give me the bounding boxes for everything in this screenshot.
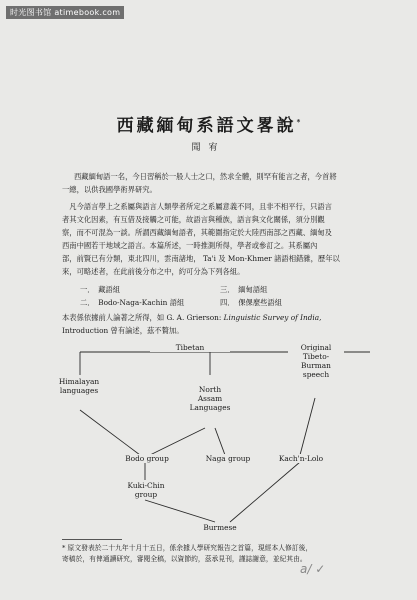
node-line: speech bbox=[302, 370, 330, 379]
group-item: 四． 倮倮麼些語組 bbox=[220, 298, 283, 307]
node-burmese: Burmese bbox=[203, 523, 237, 532]
paragraph-line: 西南中國若干地域之語言。本篇所述，一時推測所得，學者或參訂之。其系屬內 bbox=[62, 241, 318, 250]
connector-line bbox=[230, 462, 300, 522]
paragraph-line: 西藏緬甸語一名，今日習稱於一般人士之口，然求全體，則罕有能言之者，今首將 bbox=[74, 172, 337, 181]
node-tibetan: Tibetan bbox=[150, 343, 230, 352]
paragraph-line: 一總，以供我國學術界研究。 bbox=[62, 185, 157, 194]
footnote-line: 寄稿於，有俾通讀研究，審閱全稿，以資節約，茲承見刊，謹誌謝意，並紀其由。 bbox=[62, 555, 307, 563]
node-line: Kuki-Chin bbox=[127, 481, 165, 490]
node-line: North bbox=[198, 385, 222, 394]
reference-text: 本表係依據前人論著之所得，如 G. A. Grierson: bbox=[62, 313, 224, 322]
node-line: Himalayan bbox=[58, 377, 100, 386]
paragraph-line: 凡今語言學上之系屬與語言人類學者所定之系屬意義不同，且非不相平行，只語言 bbox=[62, 202, 332, 211]
author: 聞宥 bbox=[191, 143, 226, 153]
footnote-line: * 原文發表於二十九年十月十五日，係余據人學研究報告之首篇，現經本人修訂後， bbox=[62, 544, 313, 552]
group-item: 二． Bodo-Naga-Kachin 語組 bbox=[80, 298, 185, 307]
node-kuki-chin bbox=[118, 481, 174, 499]
node-line: Assam bbox=[197, 394, 223, 403]
node-line: Languages bbox=[189, 403, 231, 412]
reference-line: Introduction 曾有論述，茲不贅加。 bbox=[62, 326, 184, 335]
connector-line bbox=[215, 428, 225, 455]
node-naga: Naga group bbox=[196, 454, 260, 463]
footnote-rule bbox=[62, 539, 122, 540]
paragraph-line: 察，而不可混為一談。所謂西藏緬甸語者，其範圍指定於大陸西南部之西藏、緬甸及 bbox=[62, 228, 332, 237]
node-line: languages bbox=[59, 386, 99, 395]
title-text: 西藏緬甸系語文畧說 bbox=[116, 116, 297, 136]
group-item: 三． 緬甸語組 bbox=[220, 285, 268, 294]
connector-line bbox=[145, 500, 215, 522]
node-kachin: Kach'n-Lolo bbox=[266, 454, 336, 463]
watermark: 时光图书馆 atimebook.com bbox=[6, 6, 124, 19]
title-footnote-mark: * bbox=[296, 117, 301, 127]
reference-title: Linguistic Survey of India, bbox=[223, 313, 322, 322]
node-original bbox=[288, 343, 344, 379]
connector-line bbox=[300, 398, 315, 455]
paragraph-line: 來，可略述者，在此前後分布之中，約可分為下列各組。 bbox=[62, 267, 245, 276]
connector-line bbox=[80, 410, 140, 455]
pencil-annotation: a/ ✓ bbox=[300, 562, 326, 576]
node-line: group bbox=[134, 490, 158, 499]
node-line: Tibeto- bbox=[302, 352, 330, 361]
group-item: 一． 藏語組 bbox=[80, 285, 121, 294]
node-north-assam bbox=[180, 385, 240, 412]
node-bodo: Bodo group bbox=[112, 454, 182, 463]
paragraph-line: 者其文化因素，有互借及接觸之可能，故語言與種族，語言與文化關係，須分別觀 bbox=[62, 215, 325, 224]
connector-line bbox=[150, 428, 205, 455]
node-himalayan bbox=[48, 377, 110, 395]
node-line: Burman bbox=[301, 361, 331, 370]
paragraph-line: 部，前賢已有分類，東北四川，雲南諸地， Ta'i 及 Mon-Khmer 諸語相錯雜，歷年以 bbox=[62, 254, 340, 263]
node-line: Original bbox=[300, 343, 332, 352]
